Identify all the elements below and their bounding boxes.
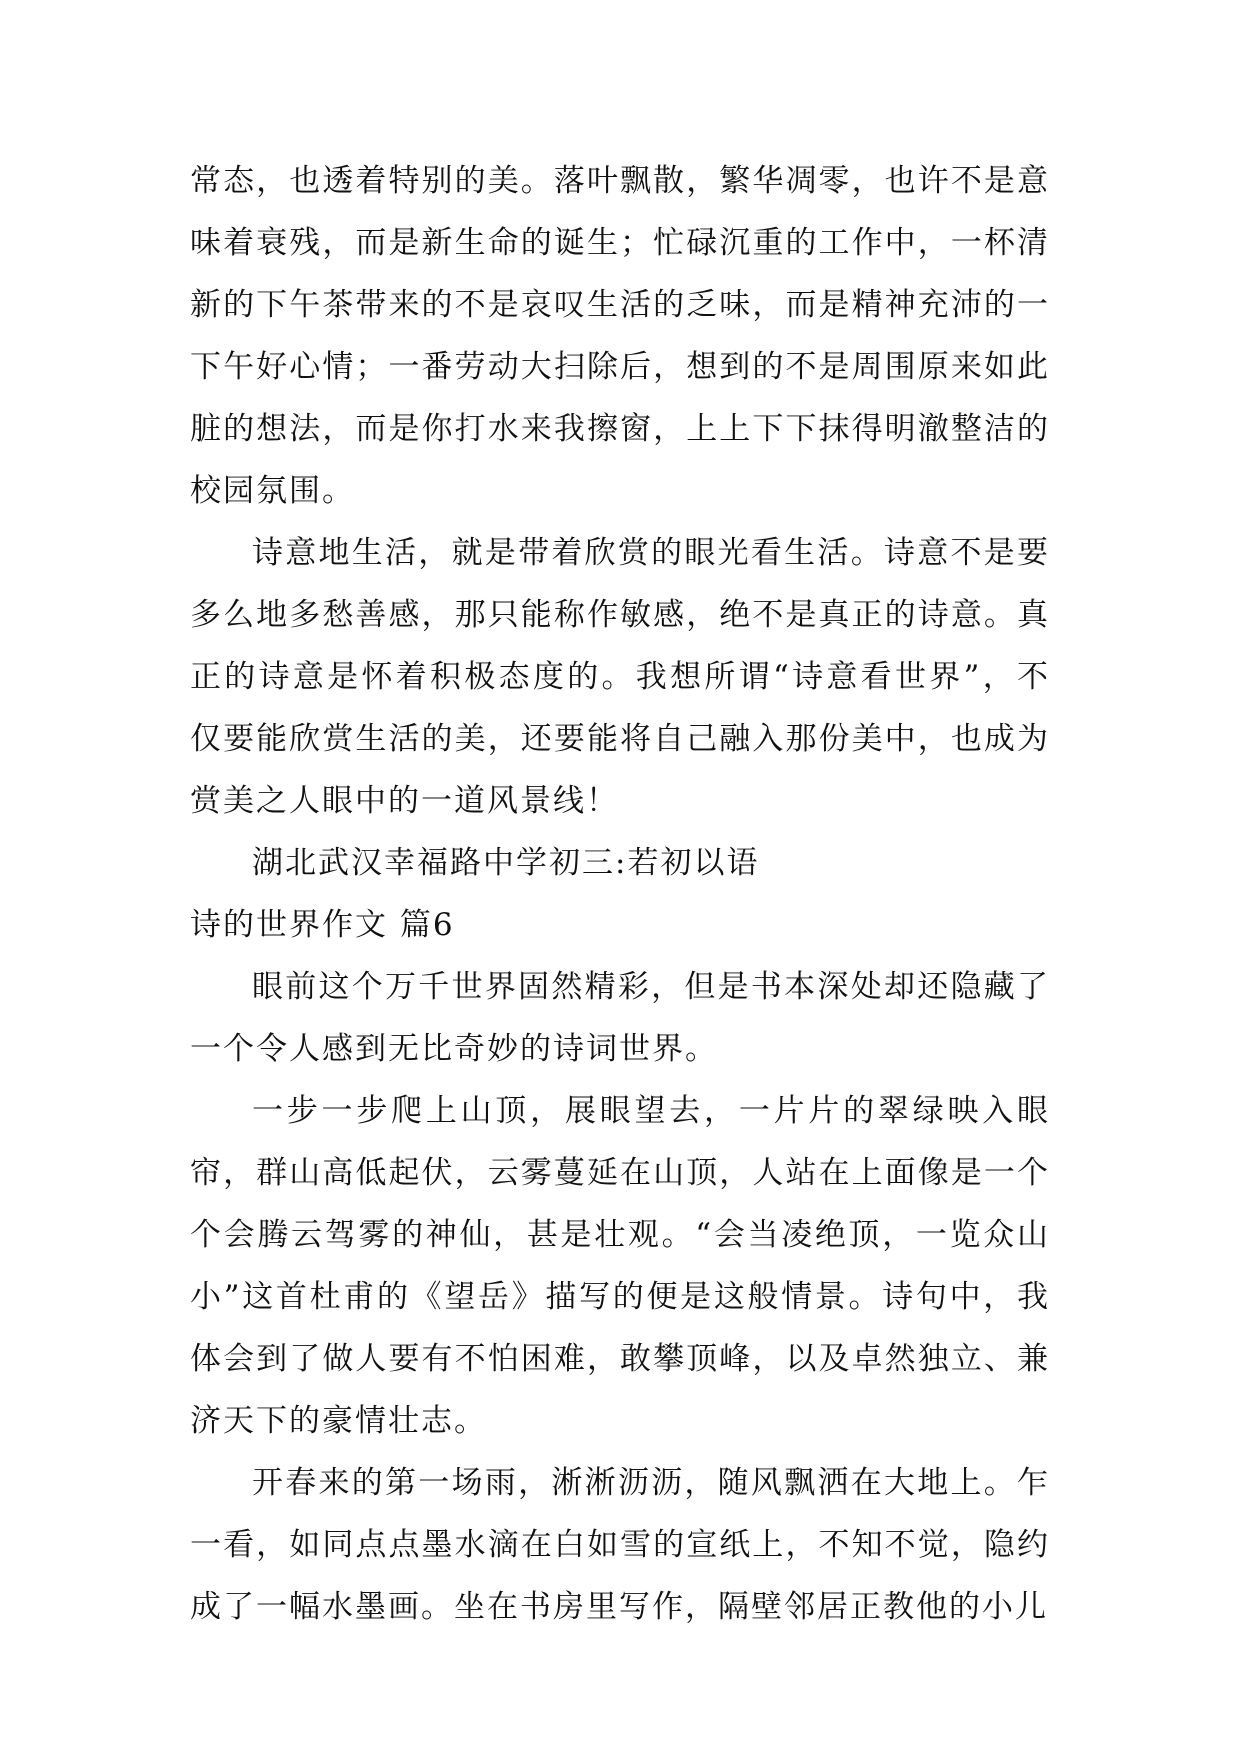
author-signature: 湖北武汉幸福路中学初三:若初以语 bbox=[252, 845, 760, 881]
paragraph: 开春来的第一场雨，淅淅沥沥，随风飘洒在大地上。乍一看，如同点点墨水滴在白如雪的宣纸上，不知不觉，隐约成了一幅水墨画。坐在书房里写作，隔壁邻居正教他的小儿 bbox=[190, 1465, 1050, 1625]
paragraph-continued: 常态，也透着特别的美。落叶飘散，繁华凋零，也许不是意味着衰残，而是新生命的诞生；忙碌沉重的工作中，一杯清新的下午茶带来的不是哀叹生活的乏味，而是精神充沛的一下午好心情；一番劳动大扫除后，想到的不是周围原来如此脏的想法，而是你打水来我擦窗，上上下下抹得明澈整洁的校园氛围。 bbox=[190, 163, 1050, 509]
section-heading: 诗的世界作文 篇6 bbox=[190, 907, 455, 943]
document-body bbox=[190, 150, 1050, 1638]
paragraph: 一步一步爬上山顶，展眼望去，一片片的翠绿映入眼帘，群山高低起伏，云雾蔓延在山顶，人站在上面像是一个个会腾云驾雾的神仙，甚是壮观。“会当凌绝顶，一览众山小”这首杜甫的《望岳》描写的便是这般情景。诗句中，我体会到了做人要有不怕困难，敢攀顶峰，以及卓然独立、兼济天下的豪情壮志。 bbox=[190, 1093, 1050, 1439]
paragraph: 眼前这个万千世界固然精彩，但是书本深处却还隐藏了一个令人感到无比奇妙的诗词世界。 bbox=[190, 969, 1050, 1067]
paragraph: 诗意地生活，就是带着欣赏的眼光看生活。诗意不是要多么地多愁善感，那只能称作敏感，绝不是真正的诗意。真正的诗意是怀着积极态度的。我想所谓“诗意看世界”，不仅要能欣赏生活的美，还要能将自己融入那份美中，也成为赏美之人眼中的一道风景线！ bbox=[190, 535, 1050, 819]
